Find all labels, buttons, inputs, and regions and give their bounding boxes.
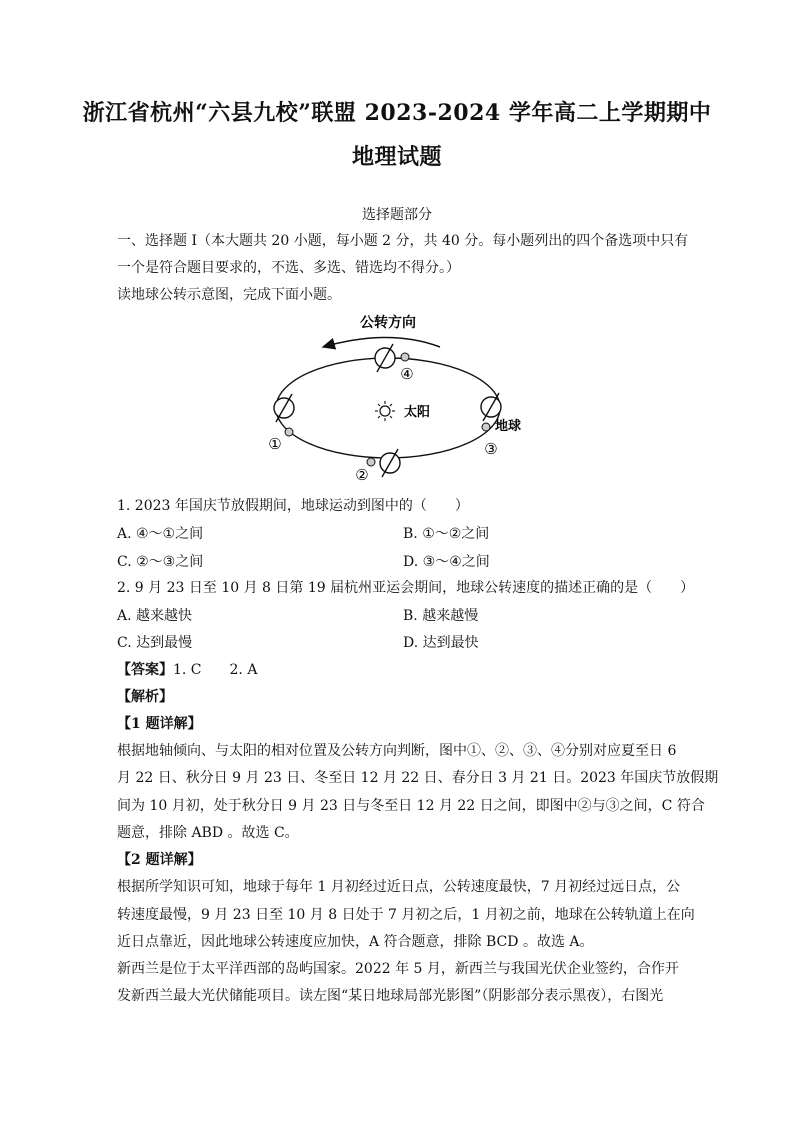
document-subtitle: 地理试题 <box>351 144 442 170</box>
question-1-stem: 1. 2023 年国庆节放假期间，地球运动到图中的（ ） <box>117 498 469 514</box>
sun-icon <box>375 401 395 421</box>
sun-label: 太阳 <box>404 405 431 420</box>
question-2-option-c: C. 达到最慢 <box>117 635 193 651</box>
detail-1-label: 【1 题详解】 <box>117 716 202 732</box>
detail-2-line: 近日点靠近，因此地球公转速度应加快，A 符合题意，排除 BCD 。故选 A。 <box>117 934 594 950</box>
instructions-line-1: 一、选择题 I（本大题共 20 小题，每小题 2 分，共 40 分。每小题列出的四个备选项中只有 <box>117 233 689 249</box>
orbit-direction-label: 公转方向 <box>360 315 416 331</box>
question-1-option-d: D. ③～④之间 <box>403 554 490 570</box>
question-2-option-a: A. 越来越快 <box>117 608 193 624</box>
marker-4: ④ <box>400 365 414 383</box>
question-2-stem: 2. 9 月 23 日至 10 月 8 日第 19 届杭州亚运会期间，地球公转速度的描述正确的是（ ） <box>117 580 695 596</box>
detail-1-line: 题意，排除 ABD 。故选 C。 <box>117 825 299 841</box>
earth-label: 地球 <box>495 419 522 434</box>
question-1-option-c: C. ②～③之间 <box>117 554 204 570</box>
question-1-option-a: A. ④～①之间 <box>117 526 204 542</box>
detail-2-line: 根据所学知识可知，地球于每年 1 月初经过近日点，公转速度最快，7 月初经过远日点，公 <box>117 879 681 895</box>
analysis-label: 【解析】 <box>117 689 173 705</box>
next-passage-line: 发新西兰最大光伏储能项目。读左图“某日地球局部光影图”（阴影部分表示黑夜），右图光 <box>117 988 664 1004</box>
detail-1-line: 根据地轴倾向、与太阳的相对位置及公转方向判断，图中①、②、③、④分别对应夏至日 6 <box>117 743 677 759</box>
next-passage-line: 新西兰是位于太平洋西部的岛屿国家。2022 年 5 月，新西兰与我国光伏企业签约，合作开 <box>117 961 679 977</box>
marker-2: ② <box>355 466 369 483</box>
detail-2-line: 转速度最慢，9 月 23 日至 10 月 8 日处于 7 月初之后，1 月初之前，地球在公转轨道上在向 <box>117 907 695 923</box>
orbit-ellipse <box>276 358 500 458</box>
answer-label: 【答案】 <box>117 662 173 678</box>
marker-1: ① <box>268 435 282 453</box>
detail-2-label: 【2 题详解】 <box>117 852 202 868</box>
orbit-direction-arrow <box>323 338 440 348</box>
earth-position-2 <box>367 449 400 477</box>
detail-1-line: 间为 10 月初，处于秋分日 9 月 23 日与冬至日 12 月 22 日之间，即图中②与③之间，C 符合 <box>117 798 705 814</box>
marker-3: ③ <box>484 440 498 458</box>
section-heading: 选择题部分 <box>362 207 432 223</box>
document-title: 浙江省杭州“六县九校”联盟 2023-2024 学年高二上学期期中 <box>82 100 712 126</box>
answer-line <box>117 660 257 680</box>
instructions-line-2: 一个是符合题目要求的，不选、多选、错选均不得分。） <box>117 260 460 276</box>
question-2-option-b: B. 越来越慢 <box>403 608 479 624</box>
orbit-diagram <box>0 308 794 483</box>
instructions-line-3: 读地球公转示意图，完成下面小题。 <box>117 287 341 303</box>
answer-value: 1. C 2. A <box>173 662 258 678</box>
question-2-option-d: D. 达到最快 <box>403 635 479 651</box>
question-1-option-b: B. ①～②之间 <box>403 526 490 542</box>
detail-1-line: 月 22 日、秋分日 9 月 23 日、冬至日 12 月 22 日、春分日 3 月 21 日。2023 年国庆节放假期 <box>117 770 719 786</box>
earth-position-1 <box>274 394 294 436</box>
